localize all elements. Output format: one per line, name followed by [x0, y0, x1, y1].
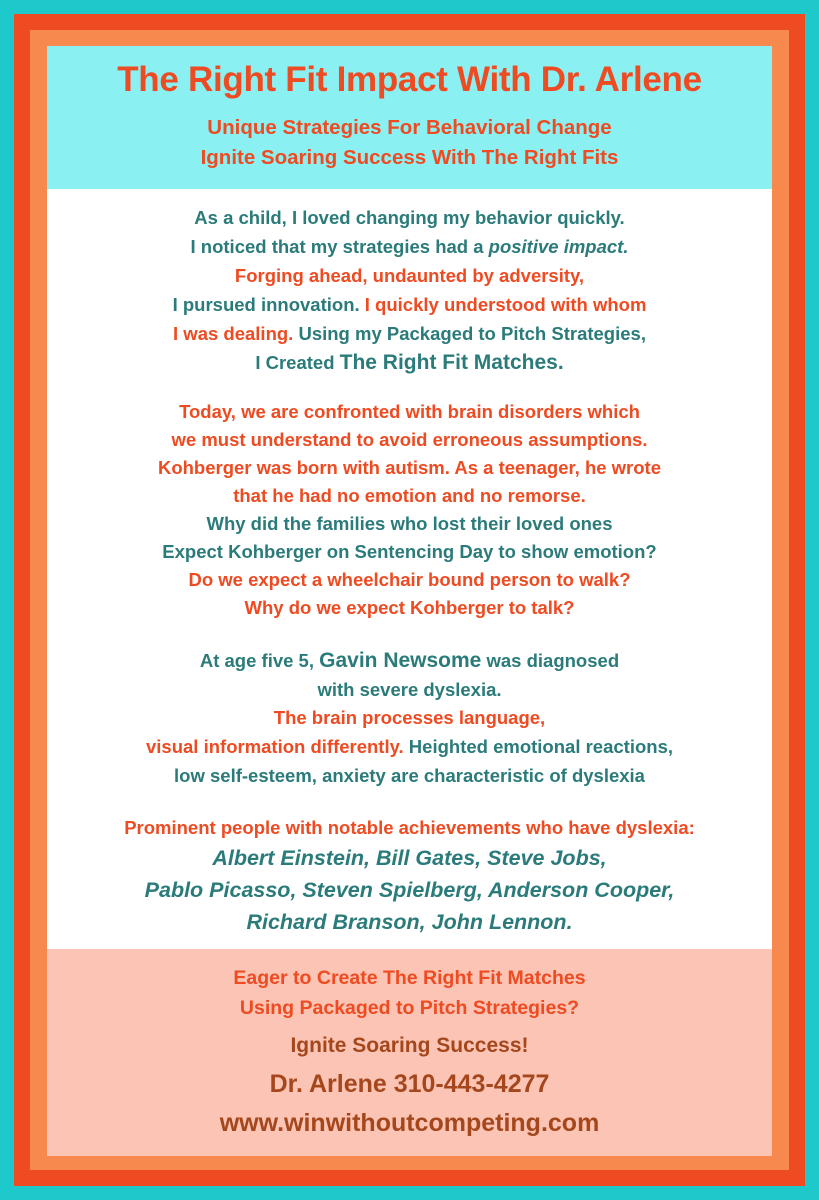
- para1-line4: [47, 294, 772, 316]
- para4-names-line3: Richard Branson, John Lennon.: [246, 910, 573, 934]
- para2-line8: Why do we expect Kohberger to talk?: [244, 597, 575, 618]
- para1-line5-teal: Using my Packaged to Pitch Strategies,: [293, 323, 646, 344]
- para2-line6: Expect Kohberger on Sentencing Day to show emotion?: [162, 541, 657, 562]
- para1-line6: [47, 352, 772, 374]
- footer-phone: Dr. Arlene 310-443-4277: [269, 1070, 550, 1098]
- para2-line3: Kohberger was born with autism. As a teenager, he wrote: [157, 457, 662, 478]
- footer-banner: [47, 949, 772, 1156]
- para4-names-line2: Pablo Picasso, Steven Spielberg, Anderson Cooper,: [144, 878, 675, 902]
- flyer-panel: [47, 46, 772, 1156]
- para3-gavin-newsome: Gavin Newsome: [319, 649, 482, 672]
- para3-line4: [47, 736, 772, 758]
- para3-line4-red: visual information differently.: [146, 736, 404, 757]
- para4-names-line1: Albert Einstein, Bill Gates, Steve Jobs,: [212, 846, 607, 870]
- header-banner: [47, 46, 772, 189]
- para2-line1: Today, we are confronted with brain disorders which: [179, 401, 640, 422]
- footer-website: www.winwithoutcompeting.com: [219, 1109, 600, 1137]
- para3-line2: with severe dyslexia.: [317, 679, 502, 700]
- para2-line5: Why did the families who lost their loved ones: [206, 513, 613, 534]
- para1-right-fit-matches: The Right Fit Matches.: [339, 351, 564, 374]
- para1-line6-text: I Created: [255, 352, 340, 373]
- para1-positive-impact: positive impact.: [488, 236, 629, 257]
- footer-ignite: Ignite Soaring Success!: [290, 1034, 529, 1057]
- para1-line3: Forging ahead, undaunted by adversity,: [234, 265, 585, 286]
- para2-line4: that he had no emotion and no remorse.: [233, 485, 586, 506]
- para4-line1: Prominent people with notable achievements who have dyslexia:: [124, 817, 695, 838]
- footer-eager: Eager to Create The Right Fit Matches: [233, 967, 586, 989]
- page-title: The Right Fit Impact With Dr. Arlene: [117, 60, 702, 99]
- body-text: [47, 189, 772, 949]
- para3-line3: The brain processes language,: [273, 707, 546, 728]
- para3-line4-teal: Heighted emotional reactions,: [403, 736, 673, 757]
- para1-line4-teal: I pursued innovation.: [172, 294, 365, 315]
- para1-line2: [47, 236, 772, 258]
- para1-line5-red: I was dealing.: [173, 323, 294, 344]
- footer-packaged: Using Packaged to Pitch Strategies?: [239, 997, 580, 1019]
- subtitle-strategies: Unique Strategies For Behavioral Change: [207, 116, 612, 139]
- para3-line1: [47, 650, 772, 672]
- para1-line2-text: I noticed that my strategies had a: [190, 236, 489, 257]
- para3-line1-a: At age five 5,: [199, 650, 320, 671]
- para1-line4-red: I quickly understood with whom: [364, 294, 647, 315]
- para3-line1-c: was diagnosed: [481, 650, 620, 671]
- subtitle-ignite: Ignite Soaring Success With The Right Fits: [200, 146, 619, 169]
- para3-line5: low self-esteem, anxiety are characteristic of dyslexia: [174, 765, 645, 786]
- para1-line5: [47, 323, 772, 345]
- para2-line7: Do we expect a wheelchair bound person to walk?: [188, 569, 631, 590]
- para1-line1: As a child, I loved changing my behavior quickly.: [194, 207, 625, 228]
- para2-line2: we must understand to avoid erroneous assumptions.: [171, 429, 648, 450]
